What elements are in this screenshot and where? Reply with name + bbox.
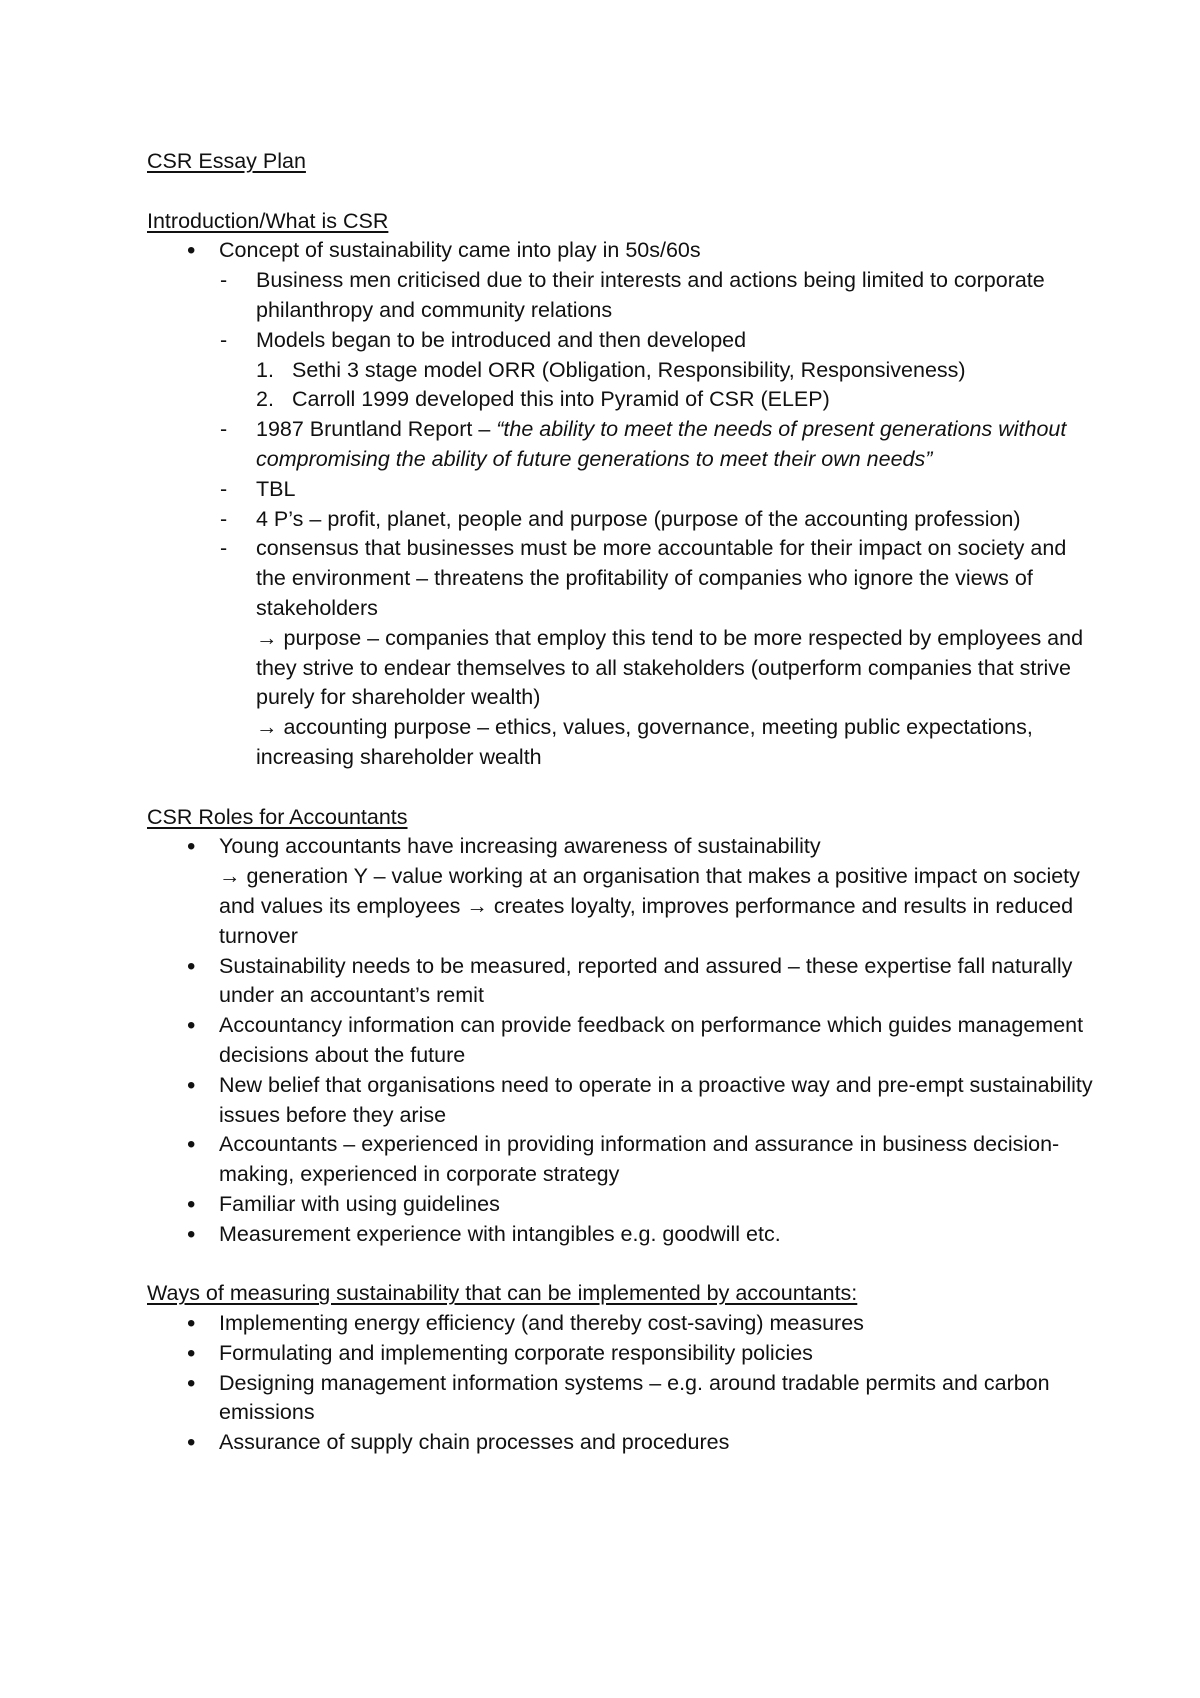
- numbered-list: [256, 356, 1097, 416]
- dash-text: Models began to be introduced and then developed: [256, 327, 747, 352]
- bullet-text: Young accountants have increasing awareness of sustainability: [219, 834, 821, 859]
- bullet-text: Implementing energy efficiency (and thereby cost-saving) measures: [219, 1311, 864, 1336]
- arrow-point: [219, 862, 1097, 951]
- list-item: [256, 385, 1097, 415]
- sub-dash-list: [219, 266, 1097, 773]
- arrow-point: [256, 713, 1097, 773]
- list-item: [147, 1220, 1097, 1250]
- list-item: [147, 1428, 1097, 1458]
- bullet-text: Designing management information systems – e.g. around tradable permits and carbon emissions: [219, 1370, 1050, 1425]
- arrow-point: [256, 624, 1097, 713]
- list-item: [147, 475, 1097, 505]
- list-item: [147, 534, 1097, 772]
- dash-text: Business men criticised due to their interests and actions being limited to corporate philanthropy and community relations: [256, 268, 1045, 322]
- list-number: 2.: [256, 387, 274, 412]
- list-item: [147, 236, 1097, 772]
- dash-text: consensus that businesses must be more accountable for their impact on society and the environment – threatens the profitability of companies who ignore the views of stakeholders: [256, 536, 1067, 620]
- arrow-icon: →: [466, 893, 488, 918]
- arrow-icon: →: [256, 625, 278, 650]
- bullet-text: Accountancy information can provide feedback on performance which guides management decisions about the future: [219, 1013, 1084, 1067]
- bruntland-quote: “the ability to meet the needs of present generations without compromising the ability of future generations to meet their own needs”: [256, 417, 1067, 471]
- bullet-text: Accountants – experienced in providing information and assurance in business decision-making, experienced in corporate strategy: [219, 1132, 1060, 1187]
- bullet-text: Sustainability needs to be measured, reported and assured – these expertise fall naturally under an accountant’s remit: [219, 953, 1073, 1008]
- bullet-text: Concept of sustainability came into play in 50s/60s: [219, 238, 701, 263]
- arrow-text: generation Y – value working at an organisation that makes a positive impact on society and values its employees: [219, 864, 1080, 918]
- document-body: [147, 147, 1097, 1458]
- numbered-text: Sethi 3 stage model ORR (Obligation, Responsibility, Responsiveness): [292, 357, 966, 382]
- list-item: [147, 415, 1097, 475]
- bullet-text: Formulating and implementing corporate responsibility policies: [219, 1340, 813, 1365]
- document-title: CSR Essay Plan: [147, 149, 306, 173]
- list-item: [147, 832, 1097, 951]
- bullet-text: Measurement experience with intangibles e.g. goodwill etc.: [219, 1221, 781, 1246]
- list-item: [147, 952, 1097, 1012]
- section-heading-roles: CSR Roles for Accountants: [147, 804, 408, 829]
- dash-text: 4 P’s – profit, planet, people and purpose (purpose of the accounting profession): [256, 506, 1021, 531]
- introduction-list: [147, 236, 1097, 772]
- list-item: [147, 1071, 1097, 1131]
- arrow-text: accounting purpose – ethics, values, governance, meeting public expectations, increasing shareholder wealth: [256, 715, 1033, 769]
- arrow-text: creates loyalty, improves performance and results in reduced turnover: [219, 893, 1074, 948]
- section-heading-measuring: Ways of measuring sustainability that can be implemented by accountants:: [147, 1281, 858, 1306]
- list-item: [147, 1011, 1097, 1071]
- list-item: [147, 1130, 1097, 1190]
- list-item: [147, 266, 1097, 326]
- list-number: 1.: [256, 357, 274, 382]
- list-item: [147, 1309, 1097, 1339]
- list-item: [147, 326, 1097, 415]
- roles-list: [147, 832, 1097, 1249]
- section-heading-introduction: Introduction/What is CSR: [147, 208, 389, 233]
- bullet-text: Familiar with using guidelines: [219, 1191, 500, 1216]
- arrow-text: purpose – companies that employ this tend to be more respected by employees and they strive to endear themselves to all stakeholders (outperform companies that strive purely for shareholder wealth): [256, 625, 1084, 710]
- arrow-icon: →: [219, 864, 241, 889]
- list-item: [147, 505, 1097, 535]
- bullet-text: New belief that organisations need to operate in a proactive way and pre-empt sustainability issues before they arise: [219, 1072, 1093, 1127]
- numbered-text: Carroll 1999 developed this into Pyramid of CSR (ELEP): [292, 387, 830, 412]
- list-item: [147, 1190, 1097, 1220]
- list-item: [147, 1369, 1097, 1429]
- arrow-icon: →: [256, 715, 278, 740]
- bullet-text: Assurance of supply chain processes and procedures: [219, 1430, 730, 1455]
- dash-text: 1987 Bruntland Report –: [256, 417, 497, 442]
- list-item: [147, 1339, 1097, 1369]
- dash-text: TBL: [256, 476, 296, 501]
- measuring-list: [147, 1309, 1097, 1458]
- list-item: [256, 356, 1097, 386]
